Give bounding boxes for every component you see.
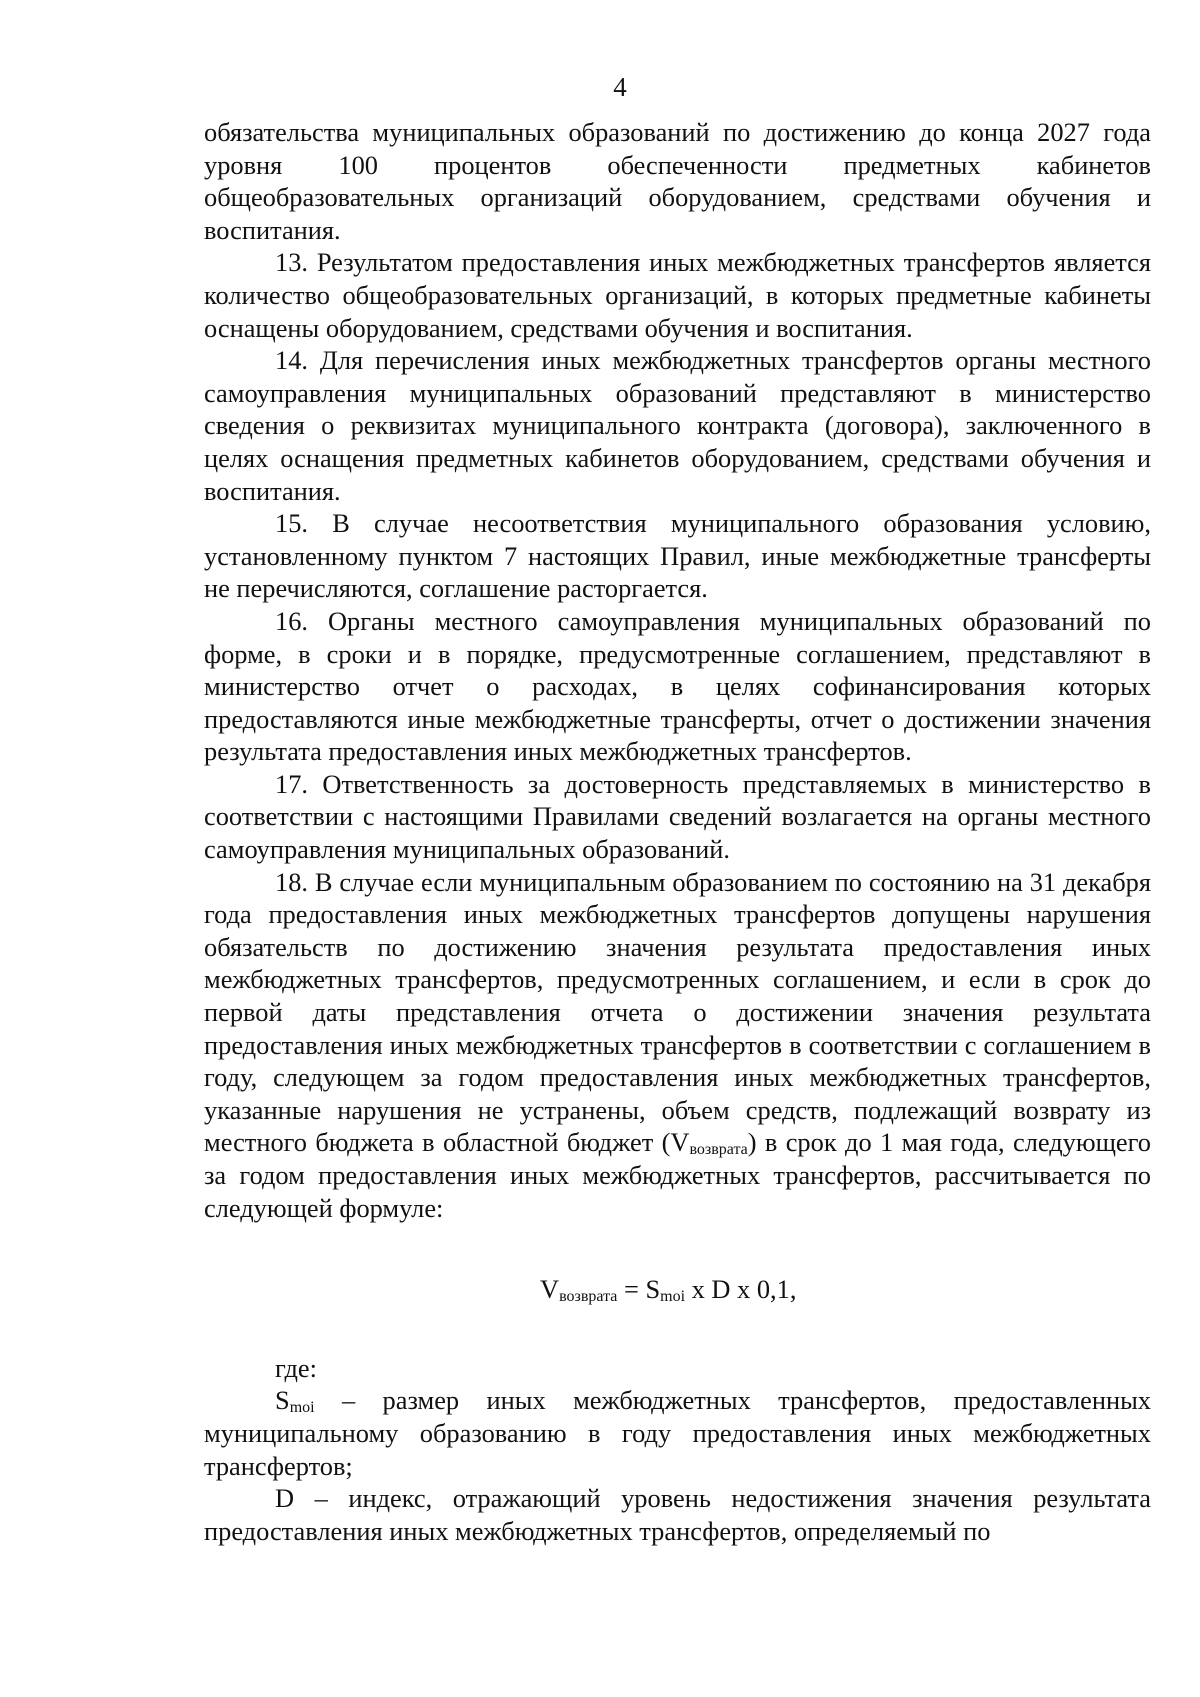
paragraph-18-text-end: ) в срок до 1 мая года, следующего за годом предоставления иных межбюджетных трансфертов, рассчитывается по следующей формуле: xyxy=(204,1127,1151,1223)
smoi-definition-text: – размер иных межбюджетных трансфертов, предоставленных муниципальному образованию в году предоставления иных межбюджетных трансфертов; xyxy=(204,1385,1151,1481)
page-number: 4 xyxy=(613,72,627,102)
formula-eq-s: = S xyxy=(617,1274,661,1305)
paragraph-18 xyxy=(204,866,1151,1225)
paragraph-18-text-start: 18. В случае если муниципальным образованием по состоянию на 31 декабря года предоставления иных межбюджетных трансфертов допущены нарушения обязательств по достижению значения результата предоставления иных межбюджетных трансфертов, предусмотренных соглашением, и если в срок до первой даты представления отчета о достижении значения результата предоставления иных межбюджетных трансфертов в соответствии с соглашением в году, следующем за годом предоставления иных межбюджетных трансфертов, указанные нарушения не устранены, объем средств, подлежащий возврату из местного бюджета в областной бюджет (V xyxy=(204,866,1151,1158)
paragraph-15: 15. В случае несоответствия муниципального образования условию, установленному пунктом 7 настоящих Правил, иные межбюджетные трансферты не перечисляются, соглашение расторгается. xyxy=(204,508,1151,604)
v-return-subscript: возврата xyxy=(689,1141,748,1159)
definition-smoi xyxy=(204,1384,1151,1482)
return-formula xyxy=(204,1273,1151,1306)
where-label: где: xyxy=(275,1352,317,1383)
paragraph-14: 14. Для перечисления иных межбюджетных трансфертов органы местного самоуправления муниципальных образований представляют в министерство сведения о реквизитах муниципального контракта (договора), заключенного в целях оснащения предметных кабинетов оборудованием, средствами обучения и воспитания. xyxy=(204,345,1151,506)
paragraph-16: 16. Органы местного самоуправления муниципальных образований по форме, в сроки и в порядке, предусмотренные соглашением, представляют в министерство отчет о расходах, в целях софинансирования которых предоставляются иные межбюджетные трансферты, отчет о достижении значения результата предоставления иных межбюджетных трансфертов. xyxy=(204,605,1151,767)
paragraph-13: 13. Результатом предоставления иных межбюджетных трансфертов является количество общеобразовательных организаций, в которых предметные кабинеты оснащены оборудованием, средствами обучения и воспитания. xyxy=(204,247,1151,343)
formula-v-subscript: возврата xyxy=(559,1288,618,1306)
formula-v: V xyxy=(540,1274,560,1305)
definition-d: D – индекс, отражающий уровень недостижения значения результата предоставления иных межбюджетных трансфертов, определяемый по xyxy=(204,1483,1151,1546)
paragraph-continuation: обязательства муниципальных образований по достижению до конца 2027 года уровня 100 процентов обеспеченности предметных кабинетов общеобразовательных организаций оборудованием, средствами обучения и воспитания. xyxy=(204,117,1151,245)
document-body xyxy=(204,116,1151,1547)
formula-rest: x D x 0,1, xyxy=(685,1274,797,1305)
smoi-symbol: S xyxy=(275,1385,290,1416)
paragraph-17: 17. Ответственность за достоверность представляемых в министерство в соответствии с настоящими Правилами сведений возлагается на органы местного самоуправления муниципальных образований. xyxy=(204,768,1151,865)
smoi-subscript: moi xyxy=(289,1399,315,1417)
formula-s-subscript: moi xyxy=(660,1288,686,1306)
